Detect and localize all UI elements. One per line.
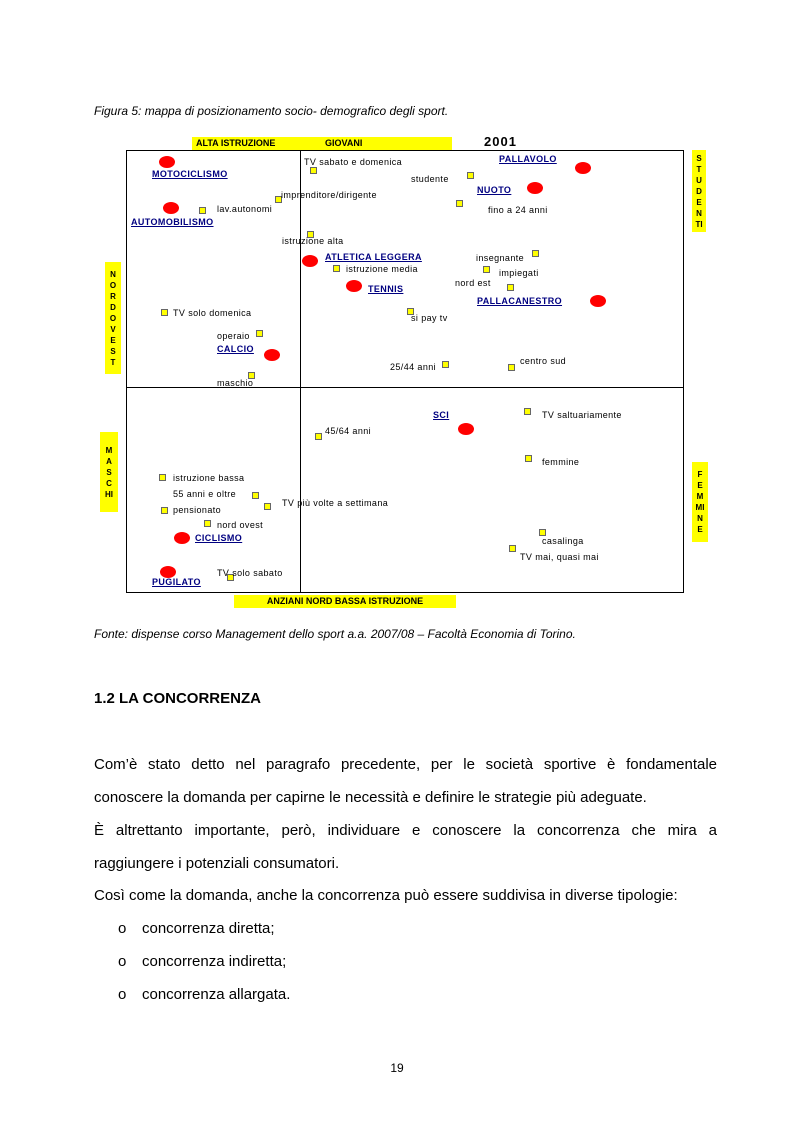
var-marker: [507, 284, 514, 291]
var-label: maschio: [217, 378, 254, 388]
sport-label-nuoto: NUOTO: [477, 185, 512, 195]
var-label: pensionato: [173, 505, 222, 515]
sport-label-automobilismo: AUTOMOBILISMO: [131, 217, 214, 227]
sport-label-atletica: ATLETICA LEGGERA: [325, 252, 422, 262]
var-marker: [264, 503, 271, 510]
sport-label-pallavolo: PALLAVOLO: [499, 154, 557, 164]
sport-label-tennis: TENNIS: [368, 284, 404, 294]
var-label: TV solo sabato: [217, 568, 283, 578]
var-label: 25/44 anni: [390, 362, 437, 372]
var-marker: [525, 455, 532, 462]
sport-dot-motociclismo: [159, 156, 175, 168]
var-label: nord est: [455, 278, 491, 288]
bottom-axis-label: ANZIANI NORD BASSA ISTRUZIONE: [234, 595, 456, 608]
var-label: istruzione media: [346, 264, 418, 274]
list-item-text: concorrenza allargata.: [142, 986, 291, 1003]
left-axis-top-label: NORD OVEST: [105, 262, 121, 374]
var-label: nord ovest: [217, 520, 264, 530]
var-label: impiegati: [499, 268, 539, 278]
list-item: [118, 986, 290, 1003]
sport-dot-ciclismo: [174, 532, 190, 544]
sport-label-motociclismo: MOTOCICLISMO: [152, 169, 228, 179]
sport-dot-calcio: [264, 349, 280, 361]
paragraph-line: Così come la domanda, anche la concorrenza può essere suddivisa in diverse tipologie:: [94, 887, 678, 904]
top-axis-left-label: ALTA ISTRUZIONE: [196, 138, 276, 148]
list-item: [118, 920, 275, 937]
var-label: 55 anni e oltre: [173, 489, 237, 499]
page-number: 19: [390, 1061, 404, 1075]
var-label: centro sud: [520, 356, 567, 366]
var-marker: [467, 172, 474, 179]
sport-dot-tennis: [346, 280, 362, 292]
source-caption: Fonte: dispense corso Management dello sport a.a. 2007/08 – Facoltà Economia di Torino.: [94, 627, 576, 641]
paragraph-line: raggiungere i potenziali consumatori.: [94, 855, 340, 872]
sport-label-pallacanestro: PALLACANESTRO: [477, 296, 563, 306]
vertical-axis: [300, 150, 301, 593]
list-item-text: concorrenza diretta;: [142, 920, 275, 937]
var-marker: [333, 265, 340, 272]
var-marker: [315, 433, 322, 440]
sport-dot-pallavolo: [575, 162, 591, 174]
var-label: TV più volte a settimana: [282, 498, 389, 508]
paragraph-line: Com’è stato detto nel paragrafo precedente, per le società sportive è fondamentale: [94, 756, 717, 773]
sport-label-ciclismo: CICLISMO: [195, 533, 243, 543]
list-item-text: concorrenza indiretta;: [142, 953, 287, 970]
var-label: TV saltuariamente: [542, 410, 622, 420]
section-heading: 1.2 LA CONCORRENZA: [94, 690, 261, 707]
sport-label-calcio: CALCIO: [217, 344, 254, 354]
var-label: TV sabato e domenica: [304, 157, 403, 167]
sport-label-sci: SCI: [433, 410, 450, 420]
var-label: 45/64 anni: [325, 426, 372, 436]
bullet-marker: o: [118, 920, 127, 937]
sport-dot-automobilismo: [163, 202, 179, 214]
right-axis-top-label: STUDENTI: [692, 150, 706, 232]
map-year: 2001: [484, 134, 517, 149]
var-label: lav.autonomi: [217, 204, 273, 214]
var-label: istruzione alta: [282, 236, 344, 246]
var-label: imprenditore/dirigente: [281, 190, 377, 200]
top-axis-label: [192, 137, 452, 150]
var-marker: [524, 408, 531, 415]
var-label: insegnante: [476, 253, 525, 263]
var-label: operaio: [217, 331, 250, 341]
var-label: istruzione bassa: [173, 473, 245, 483]
bullet-marker: o: [118, 953, 127, 970]
var-label: studente: [411, 174, 449, 184]
var-label: si pay tv: [411, 313, 448, 323]
var-marker: [532, 250, 539, 257]
sport-dot-atletica: [302, 255, 318, 267]
horizontal-axis: [126, 387, 684, 388]
list-item: [118, 953, 286, 970]
var-marker: [161, 507, 168, 514]
var-marker: [199, 207, 206, 214]
var-marker: [508, 364, 515, 371]
right-axis-bottom-label: FEMMINE: [692, 462, 708, 542]
sport-dot-pallacanestro: [590, 295, 606, 307]
var-label: casalinga: [542, 536, 584, 546]
sport-dot-nuoto: [527, 182, 543, 194]
var-marker: [509, 545, 516, 552]
var-marker: [252, 492, 259, 499]
var-label: TV solo domenica: [173, 308, 252, 318]
bullet-marker: o: [118, 986, 127, 1003]
var-marker: [456, 200, 463, 207]
var-label: femmine: [542, 457, 580, 467]
sport-label-pugilato: PUGILATO: [152, 577, 201, 587]
paragraph-line: conoscere la domanda per capirne le necessità e definire le strategie più adeguate.: [94, 789, 647, 806]
figure-caption: Figura 5: mappa di posizionamento socio- demografico degli sport.: [94, 104, 449, 118]
paragraph-line: È altrettanto importante, però, individuare e conoscere la concorrenza che mira a: [94, 822, 717, 839]
var-marker: [161, 309, 168, 316]
var-marker: [442, 361, 449, 368]
top-axis-right-label: GIOVANI: [325, 138, 363, 148]
var-marker: [310, 167, 317, 174]
var-marker: [483, 266, 490, 273]
var-marker: [256, 330, 263, 337]
left-axis-bottom-label: MASCHI: [100, 432, 118, 512]
sport-dot-sci: [458, 423, 474, 435]
var-marker: [204, 520, 211, 527]
var-label: fino a 24 anni: [488, 205, 548, 215]
var-label: TV mai, quasi mai: [520, 552, 599, 562]
var-marker: [539, 529, 546, 536]
var-marker: [159, 474, 166, 481]
